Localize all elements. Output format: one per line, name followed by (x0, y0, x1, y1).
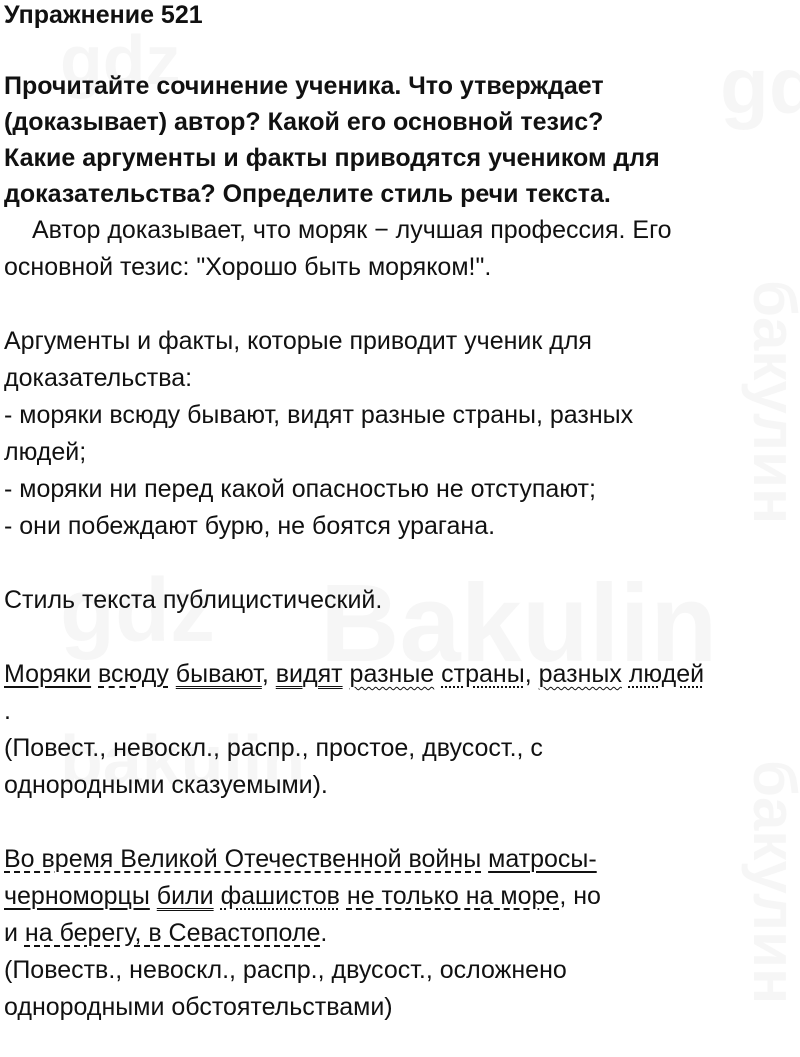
document-content (4, 0, 800, 1026)
sentence-text: , но (559, 882, 601, 910)
style-line: Стиль текста публицистический. (4, 586, 383, 614)
parsed-sentence-line (4, 878, 800, 915)
spacer (4, 545, 800, 582)
adverbial-phrase: на берегу, в Севастополе (24, 919, 321, 947)
space (150, 882, 157, 910)
task-line: Прочитайте сочинение ученика. Что утверждает (4, 72, 604, 100)
attribute-word: разные (349, 660, 435, 688)
adverbial-phrase: не только на море (346, 882, 560, 910)
space (622, 660, 629, 688)
sentence-text: и (4, 919, 25, 947)
task-line: Какие аргументы и факты приводятся учеником для (4, 144, 660, 172)
argument-item: - они побеждают бурю, не боятся урагана. (4, 512, 496, 540)
spacer (4, 619, 800, 656)
style-paragraph (4, 582, 800, 619)
sentence-2-analysis (4, 841, 800, 1026)
task-line: (доказывает) автор? Какой его основной тезис? (4, 108, 604, 136)
answer-line: Автор доказывает, что моряк − лучшая профессия. Его (32, 216, 672, 244)
parsed-sentence-line (4, 841, 800, 878)
arguments-paragraph (4, 323, 800, 545)
analysis-line: (Повест., невоскл., распр., простое, двусост., с (4, 734, 543, 762)
predicate-word: видят (275, 660, 343, 688)
space (169, 660, 176, 688)
parsed-sentence-line (4, 656, 800, 693)
task-text (4, 68, 800, 212)
answer-line: основной тезис: "Хорошо быть моряком!". (4, 253, 492, 281)
separator: , (524, 660, 539, 688)
analysis-line: однородными обстоятельствами) (4, 993, 393, 1021)
adverbial-phrase: Во время Великой Отечественной войны (4, 845, 482, 873)
predicate-word: бывают (175, 660, 262, 688)
argument-item: - моряки всюду бывают, видят разные страны, разных (4, 401, 634, 429)
predicate-word: били (156, 882, 214, 910)
sentence-end: . (320, 919, 328, 947)
attribute-word: разных (538, 660, 622, 688)
sentence-1-analysis (4, 656, 800, 804)
answer-line: Аргументы и факты, которые приводит ученик для (4, 327, 592, 355)
space (340, 882, 347, 910)
analysis-line: однородными сказуемыми). (4, 771, 328, 799)
space (214, 882, 221, 910)
parsed-sentence-line (4, 915, 800, 952)
answer-line: доказательства: (4, 364, 193, 392)
argument-item: - моряки ни перед какой опасностью не отступают; (4, 475, 596, 503)
thesis-paragraph (4, 212, 800, 286)
object-word: фашистов (220, 882, 340, 910)
spacer (4, 804, 800, 841)
space (343, 660, 350, 688)
object-word: людей (628, 660, 705, 688)
argument-item: людей; (4, 438, 87, 466)
subject-word: черноморцы (4, 882, 150, 910)
analysis-line: (Повеств., невоскл., распр., двусост., осложнено (4, 956, 567, 984)
separator: , (261, 660, 276, 688)
subject-word: Моряки (4, 660, 92, 688)
object-word: страны (441, 660, 525, 688)
exercise-title: Упражнение 521 (4, 1, 203, 29)
sentence-end: . (4, 697, 11, 725)
spacer (4, 286, 800, 323)
task-line: доказательства? Определите стиль речи текста. (4, 180, 611, 208)
space (91, 660, 98, 688)
subject-word: матросы- (488, 845, 597, 873)
adverbial-word: всюду (98, 660, 169, 688)
